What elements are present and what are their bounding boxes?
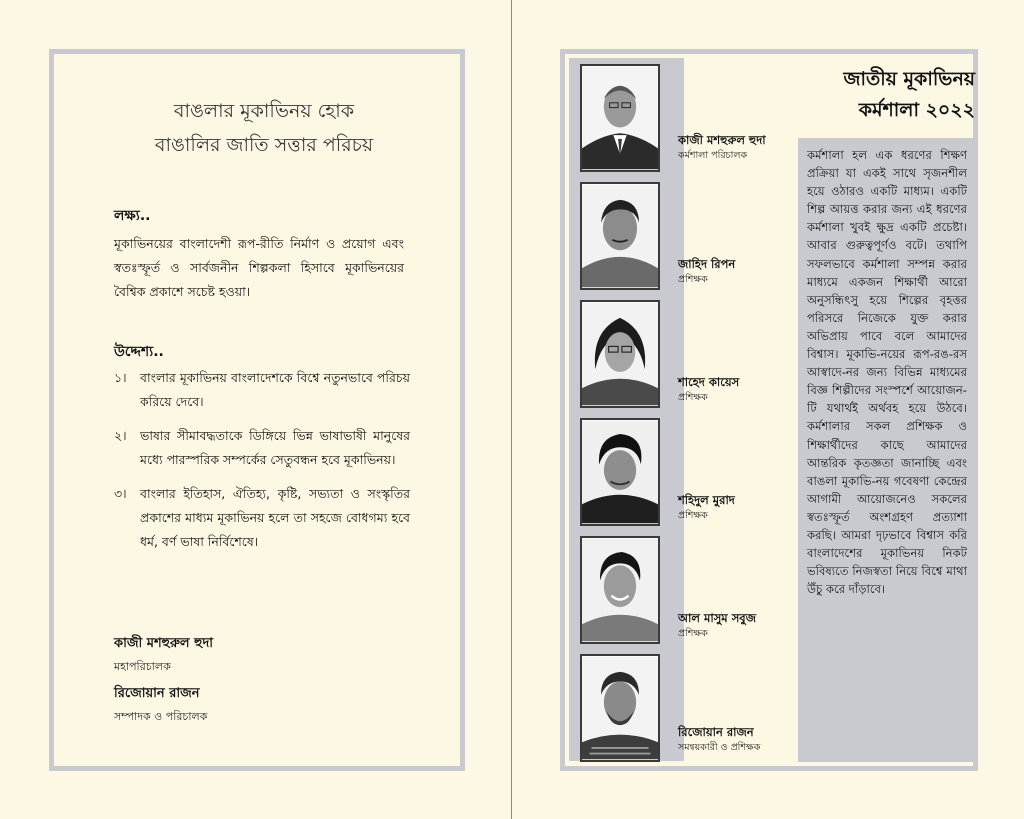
person-card xyxy=(565,414,795,532)
objective-number: ৩। xyxy=(114,486,127,501)
person-name: শাহেদ কায়েস xyxy=(678,375,740,389)
person-card xyxy=(565,60,795,178)
tagline-line-2: বাঙালির জাতি সত্তার পরিচয় xyxy=(154,134,374,156)
signatory-name: কাজী মশহুরুল হুদা xyxy=(114,636,214,651)
tagline xyxy=(114,94,414,162)
person-role: সমন্বয়কারী ও প্রশিক্ষক xyxy=(678,742,761,753)
objective-text: বাংলার মূকাভিনয় বাংলাদেশকে বিশ্বে নতুনভাবে পরিচয় করিয়ে দেবে। xyxy=(140,370,410,409)
person-name: রিজোয়ান রাজন xyxy=(678,725,754,739)
objective-number: ১। xyxy=(114,370,127,385)
portrait-illustration xyxy=(582,66,658,170)
right-page xyxy=(513,0,1024,819)
person-role: প্রশিক্ষক xyxy=(678,510,708,521)
person-card xyxy=(565,178,795,296)
left-frame xyxy=(49,49,465,771)
portrait-illustration xyxy=(582,656,658,760)
person-name: শহিদুল মুরাদ xyxy=(678,493,735,507)
objectives-list xyxy=(114,366,410,564)
person-role: প্রশিক্ষক xyxy=(678,274,708,285)
portrait-photo xyxy=(580,300,660,408)
person-role: প্রশিক্ষক xyxy=(678,628,708,639)
objective-item xyxy=(114,482,410,554)
title-line-1: জাতীয় মূকাভিনয় xyxy=(843,68,975,90)
portrait-photo xyxy=(580,654,660,762)
portrait-illustration xyxy=(582,538,658,642)
aim-text: মূকাভিনয়ের বাংলাদেশী রূপ-রীতি নির্মাণ ও প্রয়োগ এবং স্বতঃস্ফূর্ত ও সার্বজনীন শিল্পকলা হিসাবে মূকাভিনয়ের বৈশ্বিক প্রকাশে সচেষ্ট হওয়া। xyxy=(114,236,404,299)
portrait-photo xyxy=(580,64,660,172)
portrait-photo xyxy=(580,182,660,290)
person-name: কাজী মশহুরুল হুদা xyxy=(678,133,766,147)
objective-item xyxy=(114,424,410,472)
title-line-2: কর্মশালা ২০২২ xyxy=(858,99,975,121)
portrait-photo xyxy=(580,418,660,526)
person-name: আল মাসুম সবুজ xyxy=(678,611,756,625)
signatory-name: রিজোয়ান রাজন xyxy=(114,686,200,701)
portrait-illustration xyxy=(582,184,658,288)
aim-heading: লক্ষ্য.. xyxy=(114,208,151,224)
person-card xyxy=(565,296,795,414)
person-card xyxy=(565,650,795,768)
objective-number: ২। xyxy=(114,428,127,443)
person-name: জাহিদ রিপন xyxy=(678,257,736,271)
portrait-illustration xyxy=(582,302,658,406)
right-frame xyxy=(560,49,978,771)
tagline-line-1: বাঙলার মূকাভিনয় হোক xyxy=(173,100,355,122)
signatory-role: মহাপরিচালক xyxy=(114,660,171,673)
objective-item xyxy=(114,366,410,414)
person-card xyxy=(565,532,795,650)
workshop-title xyxy=(805,64,975,126)
objective-text: ভাষার সীমাবদ্ধতাকে ডিঙ্গিয়ে ভিন্ন ভাষাভাষী মানুষের মধ্যে পারস্পরিক সম্পর্কের সেতুবন্ধন হবে মূকাভিনয়। xyxy=(140,428,410,467)
objective-text: বাংলার ইতিহাস, ঐতিহ্য, কৃষ্টি, সভ্যতা ও সংস্কৃতির প্রকাশের মাধ্যম মূকাভিনয় হলে তা সহজে বোধগম্য হবে ধর্ম, বর্ণ ভাষা নির্বিশেষে। xyxy=(140,486,410,549)
signatory-role: সম্পাদক ও পরিচালক xyxy=(114,710,208,723)
person-role: প্রশিক্ষক xyxy=(678,392,708,403)
person-role: কর্মশালা পরিচালক xyxy=(678,150,748,161)
portrait-photo xyxy=(580,536,660,644)
workshop-description: কর্মশালা হল এক ধরণের শিক্ষণ প্রক্রিয়া যা একই সাথে সৃজনশীল হয়ে ওঠারও একটি মাধ্যম। একটি শিল্প আয়ত্ত করার জন্য এই ধরণের কর্মশালা খুবই ক্ষুদ্র একটি প্রচেষ্টা। আবার গুরুত্বপূর্ণও বটে। তথাপি সফলভাবে কর্মশালা সম্পন্ন করার মাধ্যমে একজন শিক্ষার্থী আরো অনুসন্ধিৎসু হয়ে শিল্পের বৃহত্তর পরিসরে নিজেকে যুক্ত করার অভিপ্রায় পাবে বলে আমাদের বিশ্বাস। মূকাভি-নয়ের রূপ-রঙ-রস আস্বাদে-নর জন্য বিভিন্ন মাধ্যমের বিজ্ঞ শিল্পীদের সংস্পর্শে আয়োজন-টি যথার্থই অর্থবহ হয়ে উঠবে। কর্মশালার সকল প্রশিক্ষক ও শিক্ষার্থীদের কাছে আমাদের আন্তরিক কৃতজ্ঞতা জানাচ্ছি এবং বাঙলা মূকাভি-নয় গবেষণা কেন্দ্রের আগামী আয়োজনেও সকলের স্বতঃস্ফূর্ত অংশগ্রহণ প্রত্যাশা করছি। আমরা দৃঢ়ভাবে বিশ্বাস করি বাংলাদেশের মূকাভিনয় নিকট ভবিষ্যতে নিজস্বতা নিয়ে বিশ্বে মাথা উঁচু করে দাঁড়াবে। xyxy=(798,138,976,762)
objectives-heading: উদ্দেশ্য.. xyxy=(114,344,164,360)
portrait-illustration xyxy=(582,420,658,524)
